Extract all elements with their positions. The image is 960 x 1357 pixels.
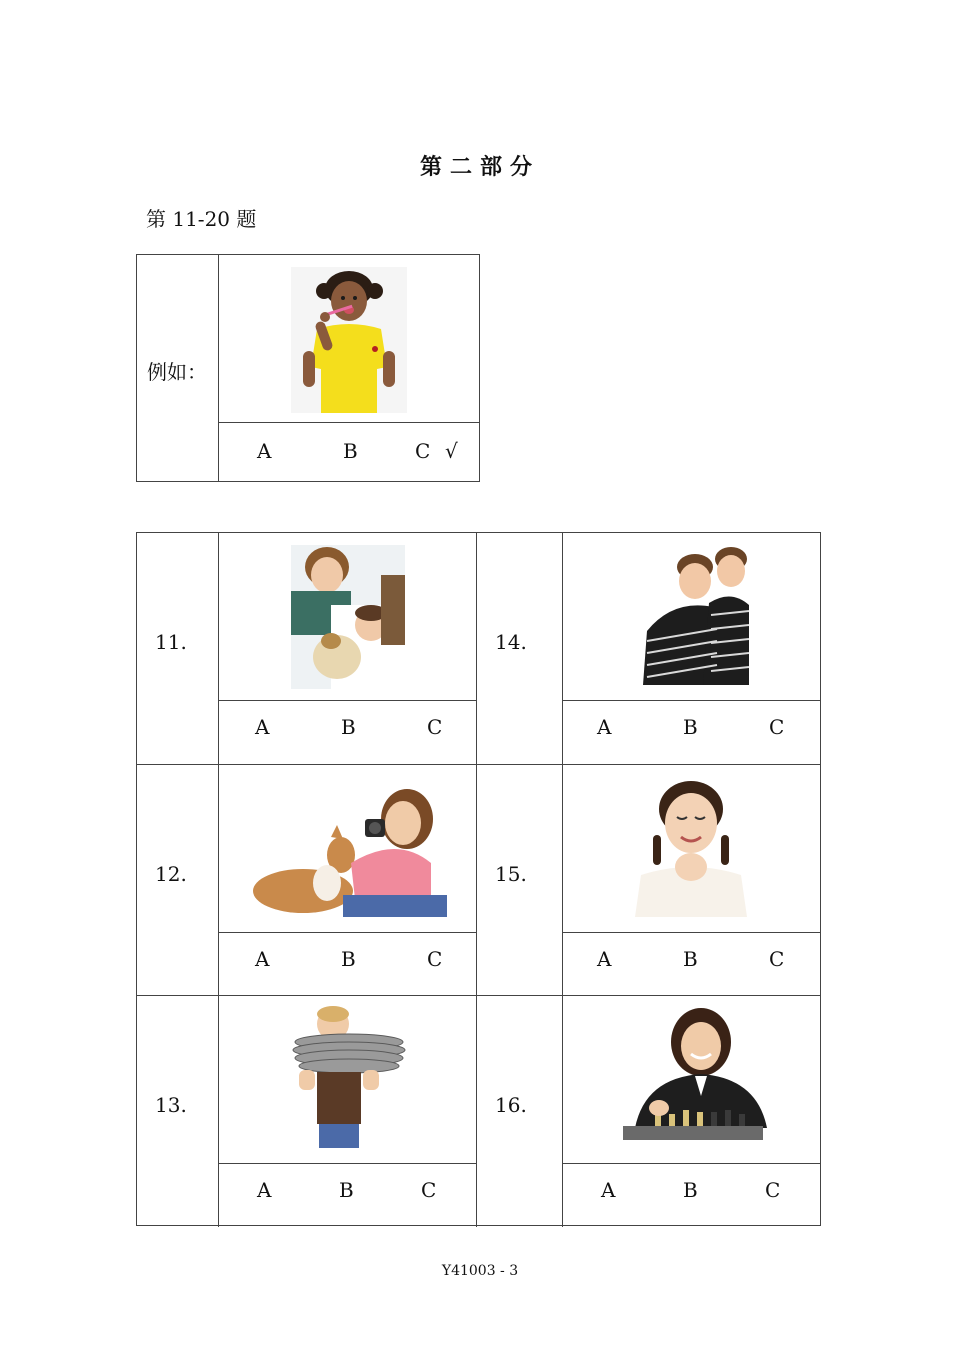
photo-girl-with-camera-and-dog — [247, 779, 447, 917]
grid-row — [137, 995, 820, 1227]
example-picture-cell — [219, 255, 479, 423]
photo-two-boys — [633, 545, 751, 685]
page-footer: Y41003 - 3 — [441, 1263, 519, 1279]
question-number: 13. — [155, 1093, 187, 1117]
question-number: 11. — [155, 630, 187, 654]
option-c: C — [765, 1178, 781, 1202]
example-photo-girl-brushing-teeth — [291, 267, 407, 413]
photo-boy-carrying-newspapers — [291, 1006, 407, 1152]
question-picture-cell — [563, 533, 820, 701]
question-number-cell — [477, 996, 563, 1227]
question-number: 12. — [155, 862, 187, 886]
option-a: A — [255, 947, 270, 971]
option-b: B — [341, 715, 356, 739]
question-picture-cell — [219, 765, 477, 933]
option-c: C — [427, 947, 443, 971]
option-a: A — [597, 715, 612, 739]
question-number-cell — [137, 765, 219, 996]
grid-row — [137, 764, 820, 996]
example-option-c: C — [415, 439, 431, 463]
question-options-cell — [219, 701, 477, 764]
option-a: A — [601, 1178, 616, 1202]
question-options-cell — [563, 1164, 820, 1227]
question-number: 14. — [495, 630, 527, 654]
example-label-cell — [137, 255, 219, 481]
option-b: B — [683, 947, 698, 971]
question-options-cell — [219, 933, 477, 996]
question-range: 第 11-20 题 — [146, 207, 257, 231]
option-a: A — [257, 1178, 272, 1202]
question-options-cell — [563, 701, 820, 764]
question-number: 15. — [495, 862, 527, 886]
example-option-b: B — [343, 439, 358, 463]
question-number: 16. — [495, 1093, 527, 1117]
question-number-cell — [137, 533, 219, 764]
option-c: C — [427, 715, 443, 739]
option-c: C — [769, 715, 785, 739]
question-grid — [136, 532, 821, 1226]
option-c: C — [421, 1178, 437, 1202]
question-picture-cell — [219, 996, 477, 1164]
example-answer-checkmark: √ — [445, 439, 458, 463]
question-number-cell — [477, 533, 563, 764]
question-options-cell — [563, 933, 820, 996]
grid-row — [137, 533, 820, 764]
photo-girl-smiling-eyes-closed — [635, 779, 747, 917]
question-number-cell — [477, 765, 563, 996]
option-c: C — [769, 947, 785, 971]
example-label: 例如： — [147, 360, 207, 384]
question-picture-cell — [219, 533, 477, 701]
example-options-cell — [219, 423, 479, 481]
photo-mother-and-sick-child — [291, 545, 405, 689]
option-b: B — [339, 1178, 354, 1202]
question-picture-cell — [563, 765, 820, 933]
question-number-cell — [137, 996, 219, 1227]
section-title: 第二部分 — [419, 154, 540, 180]
example-table — [136, 254, 480, 482]
option-b: B — [341, 947, 356, 971]
option-b: B — [683, 1178, 698, 1202]
question-picture-cell — [563, 996, 820, 1164]
option-a: A — [597, 947, 612, 971]
option-a: A — [255, 715, 270, 739]
photo-woman-playing-chess — [615, 1008, 769, 1150]
option-b: B — [683, 715, 698, 739]
example-option-a: A — [257, 439, 272, 463]
question-options-cell — [219, 1164, 477, 1227]
